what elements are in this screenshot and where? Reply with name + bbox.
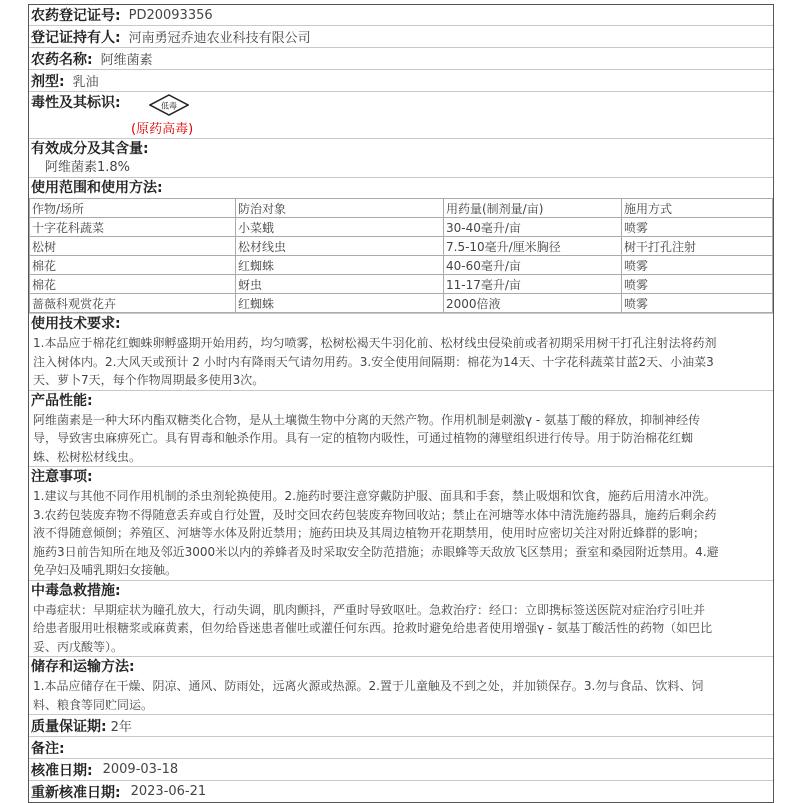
method-cell: 喷雾 [622, 256, 773, 275]
header-cell: 施用方式 [622, 199, 773, 218]
storage-line: 料、粮食等同贮同运。 [33, 697, 154, 712]
technical-line: 注入树体内。2.大风天或预计 2 小时内有降雨天气请勿用药。3.安全使用间隔期：棉花为14天、十字花科蔬菜甘蓝2天、小油菜3 [33, 354, 714, 369]
method-cell: 喷雾 [622, 275, 773, 294]
technical-section [29, 314, 773, 391]
toxicity-note: (原药高毒) [131, 122, 194, 137]
precautions-line: 3.农药包装废弃物不得随意丢弃或自行处置，及时交回农药包装废弃物回收站；禁止在河塘等水体中清洗施药器具，施药后剩余药 [33, 507, 717, 522]
performance-line: 蛛、松树松材线虫。 [33, 449, 142, 464]
precautions-label: 注意事项: [31, 469, 93, 485]
dosage-cell: 40-60毫升/亩 [444, 256, 622, 275]
holder-label: 登记证持有人: [31, 29, 121, 46]
crop-cell: 蔷薇科观赏花卉 [30, 294, 236, 313]
method-cell: 喷雾 [622, 218, 773, 237]
dosage-cell: 30-40毫升/亩 [444, 218, 622, 237]
dosage-cell: 2000倍液 [444, 294, 622, 313]
first-aid-text [31, 601, 773, 657]
storage-section [29, 657, 773, 715]
shelf-life-row [29, 715, 773, 737]
performance-label: 产品性能: [31, 392, 93, 409]
storage-text [31, 677, 773, 714]
registration-label: 农药登记证号: [31, 8, 121, 24]
precautions-line: 免孕妇及哺乳期妇女接触。 [33, 563, 178, 577]
table-row [30, 256, 773, 275]
remarks-label: 备注: [31, 740, 65, 757]
target-cell: 松材线虫 [236, 237, 444, 256]
pesticide-name-label: 农药名称: [31, 51, 93, 68]
performance-text [31, 411, 773, 467]
reapproval-date-label: 重新核准日期: [31, 784, 121, 801]
crop-cell: 棉花 [30, 275, 236, 294]
crop-cell: 棉花 [30, 256, 236, 275]
registration-row [29, 4, 773, 26]
toxicity-row [29, 92, 773, 139]
active-ingredient-label: 有效成分及其含量: [31, 141, 149, 157]
remarks-row [29, 737, 773, 759]
pesticide-label-document [28, 4, 774, 803]
target-cell: 小菜蛾 [236, 218, 444, 237]
table-row [30, 275, 773, 294]
dosage-cell: 7.5-10毫升/厘米胸径 [444, 237, 622, 256]
performance-section [29, 391, 773, 468]
crop-cell: 松树 [30, 237, 236, 256]
method-cell: 树干打孔注射 [622, 237, 773, 256]
formulation-row [29, 70, 773, 92]
target-cell: 蚜虫 [236, 275, 444, 294]
usage-section [29, 178, 773, 314]
table-row [30, 294, 773, 313]
usage-table-header [30, 199, 773, 218]
usage-table [29, 198, 773, 313]
first-aid-line: 妥、丙戊酸等）。 [33, 639, 124, 654]
toxicity-symbol-text: 低毒 [161, 101, 177, 111]
crop-cell: 十字花科蔬菜 [30, 218, 236, 237]
holder-row [29, 26, 773, 48]
dosage-cell: 11-17毫升/亩 [444, 275, 622, 294]
formulation-label: 剂型: [31, 73, 65, 90]
shelf-life-label: 质量保证期: [31, 718, 107, 735]
active-ingredient-section [29, 139, 773, 178]
target-cell: 红蜘蛛 [236, 294, 444, 313]
precautions-line: 1.建议与其他不同作用机制的杀虫剂轮换使用。2.施药时要注意穿戴防护服、面具和手套，禁止吸烟和饮食，施药后用清水冲洗。 [33, 489, 716, 503]
toxicity-label: 毒性及其标识: [31, 95, 121, 111]
holder-value: 河南勇冠乔迪农业科技有限公司 [128, 31, 311, 46]
performance-line: 阿维菌素是一种大环内酯双糖类化合物，是从土壤微生物中分离的天然产物。作用机制是刺激γ - 氨基丁酸的释放，抑制神经传 [33, 412, 701, 427]
table-row [30, 218, 773, 237]
shelf-life-value: 2年 [110, 720, 132, 735]
method-cell: 喷雾 [622, 294, 773, 313]
storage-line: 1.本品应储存在干燥、阴凉、通风、防雨处，远离火源或热源。2.置于儿童触及不到之处，并加锁保存。3.勿与食品、饮料、饲 [33, 679, 704, 693]
header-cell: 作物/场所 [30, 199, 236, 218]
header-cell: 防治对象 [236, 199, 444, 218]
reapproval-date-value: 2023-06-21 [130, 784, 207, 799]
table-row [30, 237, 773, 256]
approval-date-row [29, 759, 773, 781]
first-aid-line: 中毒症状：早期症状为瞳孔放大，行动失调，肌肉颤抖，严重时导致呕吐。急救治疗：经口：立即携标签送医院对症治疗引吐并 [33, 602, 706, 617]
technical-line: 1.本品应于棉花红蜘蛛卵孵盛期开始用药，均匀喷雾，松树松褐天牛羽化前、松材线虫侵染前或者初期采用树干打孔注射法将药剂 [33, 336, 717, 350]
registration-value: PD20093356 [128, 7, 213, 23]
active-ingredient-value: 阿维菌素1.8% [45, 160, 131, 175]
precautions-line: 施药3日前告知所在地及邻近3000米以内的养蜂者及时采取安全防范措施；赤眼蜂等天敌放飞区禁用；蚕室和桑园附近禁用。4.避 [33, 544, 719, 559]
approval-date-label: 核准日期: [31, 762, 93, 779]
technical-text [31, 334, 773, 390]
first-aid-label: 中毒急救措施: [31, 582, 121, 599]
performance-line: 导，导致害虫麻痹死亡。具有胃毒和触杀作用。具有一定的植物内吸性，可通过植物的薄壁组织进行传导。用于防治棉花红蜘 [33, 431, 694, 445]
usage-label: 使用范围和使用方法: [31, 180, 163, 196]
storage-label: 储存和运输方法: [31, 659, 135, 675]
precautions-section [29, 467, 773, 581]
first-aid-section [29, 581, 773, 658]
technical-label: 使用技术要求: [31, 316, 121, 332]
first-aid-line: 给患者服用吐根糖浆或麻黄素，但勿给昏迷患者催吐或灌任何东西。抢救时避免给患者使用增强γ - 氨基丁酸活性的药物（如巴比 [33, 621, 713, 635]
precautions-text [31, 487, 773, 580]
technical-line: 天、萝卜7天，每个作物周期最多使用3次。 [33, 373, 265, 387]
precautions-line: 液不得随意倾倒；养殖区、河塘等水体及附近禁用；施药田块及其周边植物开花期禁用，使用时应密切关注对附近蜂群的影响； [33, 526, 706, 540]
formulation-value: 乳油 [72, 75, 99, 90]
header-cell: 用药量(制剂量/亩) [444, 199, 622, 218]
target-cell: 红蜘蛛 [236, 256, 444, 275]
toxicity-diamond-icon [149, 94, 189, 116]
approval-date-value: 2009-03-18 [102, 762, 179, 777]
pesticide-name-value: 阿维菌素 [100, 53, 153, 68]
pesticide-name-row [29, 48, 773, 70]
